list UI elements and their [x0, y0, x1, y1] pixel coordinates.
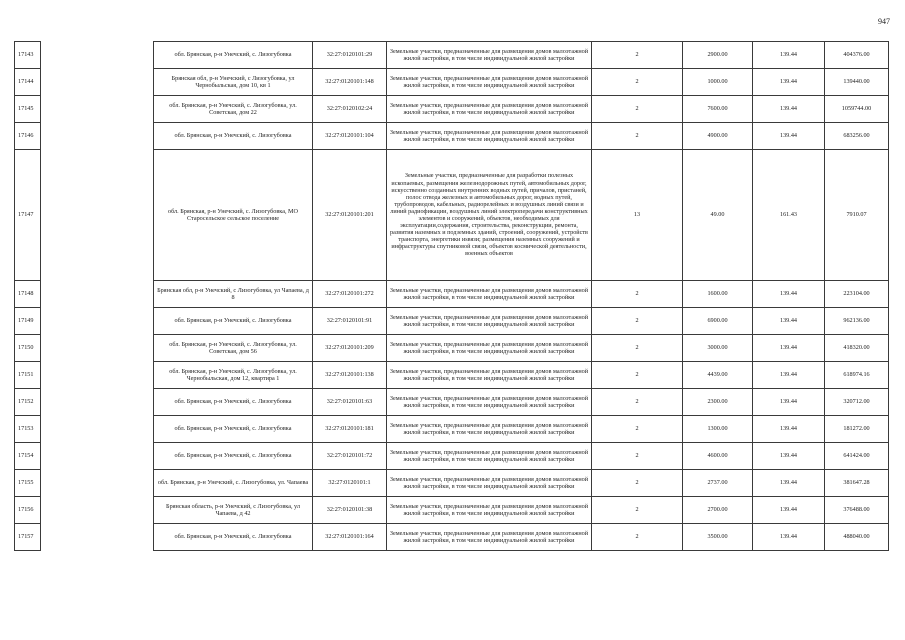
use-group-cell: 2	[592, 497, 683, 524]
spacer-cell	[41, 443, 154, 470]
area-cell: 6900.00	[683, 308, 753, 335]
area-cell: 1300.00	[683, 416, 753, 443]
area-cell: 1600.00	[683, 281, 753, 308]
row-number-cell: 17147	[15, 150, 41, 281]
land-use-cell: Земельные участки, предназначенные для размещения домов малоэтажной жилой застройки, в том числе индивидуальной жилой застройки	[387, 335, 592, 362]
use-group-cell: 2	[592, 308, 683, 335]
area-cell: 4900.00	[683, 123, 753, 150]
table-row	[15, 497, 889, 524]
cadastral-value-cell: 320712.00	[825, 389, 889, 416]
spacer-cell	[41, 150, 154, 281]
area-cell: 3500.00	[683, 524, 753, 551]
use-group-cell: 2	[592, 389, 683, 416]
land-use-cell: Земельные участки, предназначенные для размещения домов малоэтажной жилой застройки, в том числе индивидуальной жилой застройки	[387, 389, 592, 416]
spacer-cell	[41, 416, 154, 443]
address-cell: обл. Брянская, р-н Унечский, с. Лизогубовка	[154, 308, 313, 335]
specific-value-cell: 139.44	[753, 96, 825, 123]
area-cell: 2900.00	[683, 42, 753, 69]
use-group-cell: 2	[592, 416, 683, 443]
specific-value-cell: 139.44	[753, 416, 825, 443]
table-row	[15, 69, 889, 96]
specific-value-cell: 139.44	[753, 281, 825, 308]
spacer-cell	[41, 281, 154, 308]
spacer-cell	[41, 69, 154, 96]
area-cell: 7600.00	[683, 96, 753, 123]
specific-value-cell: 139.44	[753, 443, 825, 470]
table-row	[15, 308, 889, 335]
land-use-cell: Земельные участки, предназначенные для размещения домов малоэтажной жилой застройки, в том числе индивидуальной жилой застройки	[387, 281, 592, 308]
land-use-cell: Земельные участки, предназначенные для размещения домов малоэтажной жилой застройки, в том числе индивидуальной жилой застройки	[387, 308, 592, 335]
address-cell: обл. Брянская, р-н Унечский, с. Лизогубовка	[154, 389, 313, 416]
cadastral-value-cell: 618974.16	[825, 362, 889, 389]
use-group-cell: 2	[592, 69, 683, 96]
cadastral-number-cell: 32:27:0120101:38	[313, 497, 387, 524]
cadastral-number-cell: 32:27:0120101:138	[313, 362, 387, 389]
table-row	[15, 362, 889, 389]
cadastral-value-cell: 488040.00	[825, 524, 889, 551]
table-row	[15, 335, 889, 362]
address-cell: обл. Брянская, р-н Унечский, с. Лизогубовка	[154, 42, 313, 69]
area-cell: 2700.00	[683, 497, 753, 524]
row-number-cell: 17156	[15, 497, 41, 524]
land-use-cell: Земельные участки, предназначенные для размещения домов малоэтажной жилой застройки, в том числе индивидуальной жилой застройки	[387, 443, 592, 470]
address-cell: обл. Брянская, р-н Унечский, с. Лизогубовка	[154, 524, 313, 551]
cadastral-number-cell: 32:27:0120101:1	[313, 470, 387, 497]
cadastral-value-cell: 1059744.00	[825, 96, 889, 123]
table-row	[15, 123, 889, 150]
area-cell: 2737.00	[683, 470, 753, 497]
specific-value-cell: 139.44	[753, 524, 825, 551]
cadastral-value-cell: 139440.00	[825, 69, 889, 96]
cadastral-value-cell: 404376.00	[825, 42, 889, 69]
area-cell: 1000.00	[683, 69, 753, 96]
cadastral-value-cell: 381647.28	[825, 470, 889, 497]
use-group-cell: 2	[592, 524, 683, 551]
cadastral-number-cell: 32:27:0120101:201	[313, 150, 387, 281]
table-row	[15, 96, 889, 123]
land-use-cell: Земельные участки, предназначенные для размещения домов малоэтажной жилой застройки, в том числе индивидуальной жилой застройки	[387, 524, 592, 551]
address-cell: обл. Брянская, р-н Унечский, с. Лизогубовка	[154, 443, 313, 470]
spacer-cell	[41, 123, 154, 150]
row-number-cell: 17144	[15, 69, 41, 96]
specific-value-cell: 139.44	[753, 497, 825, 524]
table-row	[15, 416, 889, 443]
area-cell: 2300.00	[683, 389, 753, 416]
row-number-cell: 17153	[15, 416, 41, 443]
table-row	[15, 281, 889, 308]
spacer-cell	[41, 42, 154, 69]
land-use-cell: Земельные участки, предназначенные для размещения домов малоэтажной жилой застройки, в том числе индивидуальной жилой застройки	[387, 470, 592, 497]
land-use-cell: Земельные участки, предназначенные для размещения домов малоэтажной жилой застройки, в том числе индивидуальной жилой застройки	[387, 416, 592, 443]
land-use-cell: Земельные участки, предназначенные для разработки полезных ископаемых, размещения железнодорожных путей, автомобильных дорог, искусственно созданных внутренних водных путей, причалов, пристаней, полос отвода железных и автомобильных дорог, водных путей, трубопроводов, кабельных, радиорелейных и воздушных линий связи и линий радиофикации, воздушных линий электропередачи конструктивных элементов и сооружений, объектов, необходимых для эксплуатации,содержания, строительства, реконструкции, ремонта, развития наземных и подземных зданий, строений, сооружений, устройств транспорта, энергетики иsвязи; размещения наземных сооружений и инфраструктуры спутниковой связи, объектов космической деятельности, военных объектов	[387, 150, 592, 281]
specific-value-cell: 139.44	[753, 362, 825, 389]
use-group-cell: 13	[592, 150, 683, 281]
spacer-cell	[41, 497, 154, 524]
cadastral-value-table	[14, 41, 889, 551]
spacer-cell	[41, 524, 154, 551]
use-group-cell: 2	[592, 42, 683, 69]
land-use-cell: Земельные участки, предназначенные для размещения домов малоэтажной жилой застройки, в том числе индивидуальной жилой застройки	[387, 42, 592, 69]
cadastral-value-cell: 7910.07	[825, 150, 889, 281]
use-group-cell: 2	[592, 96, 683, 123]
cadastral-number-cell: 32:27:0120101:272	[313, 281, 387, 308]
spacer-cell	[41, 308, 154, 335]
specific-value-cell: 139.44	[753, 389, 825, 416]
area-cell: 4439.00	[683, 362, 753, 389]
specific-value-cell: 161.43	[753, 150, 825, 281]
address-cell: обл. Брянская, р-н Унечский, с. Лизогубовка, ул. Чапаева	[154, 470, 313, 497]
table-row	[15, 443, 889, 470]
cadastral-number-cell: 32:27:0120102:24	[313, 96, 387, 123]
address-cell: обл. Брянская, р-н Унечский, с. Лизогубовка	[154, 416, 313, 443]
cadastral-value-cell: 962136.00	[825, 308, 889, 335]
specific-value-cell: 139.44	[753, 470, 825, 497]
cadastral-number-cell: 32:27:0120101:181	[313, 416, 387, 443]
address-cell: Брянская обл, р-н Унечский, с Лизогубовка, ул Чапаева, д 8	[154, 281, 313, 308]
use-group-cell: 2	[592, 335, 683, 362]
cadastral-number-cell: 32:27:0120101:72	[313, 443, 387, 470]
cadastral-value-cell: 683256.00	[825, 123, 889, 150]
cadastral-number-cell: 32:27:0120101:209	[313, 335, 387, 362]
row-number-cell: 17152	[15, 389, 41, 416]
land-use-cell: Земельные участки, предназначенные для размещения домов малоэтажной жилой застройки, в том числе индивидуальной жилой застройки	[387, 96, 592, 123]
cadastral-number-cell: 32:27:0120101:91	[313, 308, 387, 335]
cadastral-number-cell: 32:27:0120101:29	[313, 42, 387, 69]
address-cell: обл. Брянская, р-н Унечский, с. Лизогубовка, ул. Советская, дом 56	[154, 335, 313, 362]
spacer-cell	[41, 389, 154, 416]
use-group-cell: 2	[592, 443, 683, 470]
row-number-cell: 17157	[15, 524, 41, 551]
row-number-cell: 17146	[15, 123, 41, 150]
row-number-cell: 17149	[15, 308, 41, 335]
spacer-cell	[41, 470, 154, 497]
cadastral-number-cell: 32:27:0120101:148	[313, 69, 387, 96]
table-row	[15, 150, 889, 281]
address-cell: обл. Брянская, р-н Унечский, с. Лизогубовка, ул. Чернобыльская, дом 12, квартира 1	[154, 362, 313, 389]
area-cell: 3000.00	[683, 335, 753, 362]
table-row	[15, 42, 889, 69]
cadastral-value-cell: 223104.00	[825, 281, 889, 308]
specific-value-cell: 139.44	[753, 69, 825, 96]
land-use-cell: Земельные участки, предназначенные для размещения домов малоэтажной жилой застройки, в том числе индивидуальной жилой застройки	[387, 362, 592, 389]
use-group-cell: 2	[592, 281, 683, 308]
land-use-cell: Земельные участки, предназначенные для размещения домов малоэтажной жилой застройки, в том числе индивидуальной жилой застройки	[387, 123, 592, 150]
address-cell: обл. Брянская, р-н Унечский, с. Лизогубовка, ул. Советская, дом 22	[154, 96, 313, 123]
page-number: 947	[878, 17, 890, 26]
cadastral-number-cell: 32:27:0120101:104	[313, 123, 387, 150]
cadastral-value-cell: 376488.00	[825, 497, 889, 524]
cadastral-value-cell: 418320.00	[825, 335, 889, 362]
use-group-cell: 2	[592, 362, 683, 389]
specific-value-cell: 139.44	[753, 335, 825, 362]
table-row	[15, 524, 889, 551]
row-number-cell: 17145	[15, 96, 41, 123]
cadastral-number-cell: 32:27:0120101:164	[313, 524, 387, 551]
row-number-cell: 17143	[15, 42, 41, 69]
address-cell: обл. Брянская, р-н Унечский, с. Лизогубовка, МО Старосельское сельское поселение	[154, 150, 313, 281]
row-number-cell: 17154	[15, 443, 41, 470]
spacer-cell	[41, 362, 154, 389]
cadastral-value-cell: 641424.00	[825, 443, 889, 470]
table-row	[15, 389, 889, 416]
land-use-cell: Земельные участки, предназначенные для размещения домов малоэтажной жилой застройки, в том числе индивидуальной жилой застройки	[387, 497, 592, 524]
land-use-cell: Земельные участки, предназначенные для размещения домов малоэтажной жилой застройки, в том числе индивидуальной жилой застройки	[387, 69, 592, 96]
area-cell: 49.00	[683, 150, 753, 281]
cadastral-value-cell: 181272.00	[825, 416, 889, 443]
use-group-cell: 2	[592, 123, 683, 150]
row-number-cell: 17151	[15, 362, 41, 389]
spacer-cell	[41, 96, 154, 123]
area-cell: 4600.00	[683, 443, 753, 470]
specific-value-cell: 139.44	[753, 42, 825, 69]
use-group-cell: 2	[592, 470, 683, 497]
row-number-cell: 17150	[15, 335, 41, 362]
specific-value-cell: 139.44	[753, 308, 825, 335]
address-cell: Брянская обл, р-н Унечский, с Лизогубовка, ул Чернобыльская, дом 10, кв 1	[154, 69, 313, 96]
row-number-cell: 17155	[15, 470, 41, 497]
row-number-cell: 17148	[15, 281, 41, 308]
spacer-cell	[41, 335, 154, 362]
specific-value-cell: 139.44	[753, 123, 825, 150]
cadastral-number-cell: 32:27:0120101:63	[313, 389, 387, 416]
address-cell: Брянская область, р-н Унечский, с Лизогубовка, ул Чапаева, д 42	[154, 497, 313, 524]
table-body	[15, 42, 889, 551]
address-cell: обл. Брянская, р-н Унечский, с. Лизогубовка	[154, 123, 313, 150]
table-row	[15, 470, 889, 497]
